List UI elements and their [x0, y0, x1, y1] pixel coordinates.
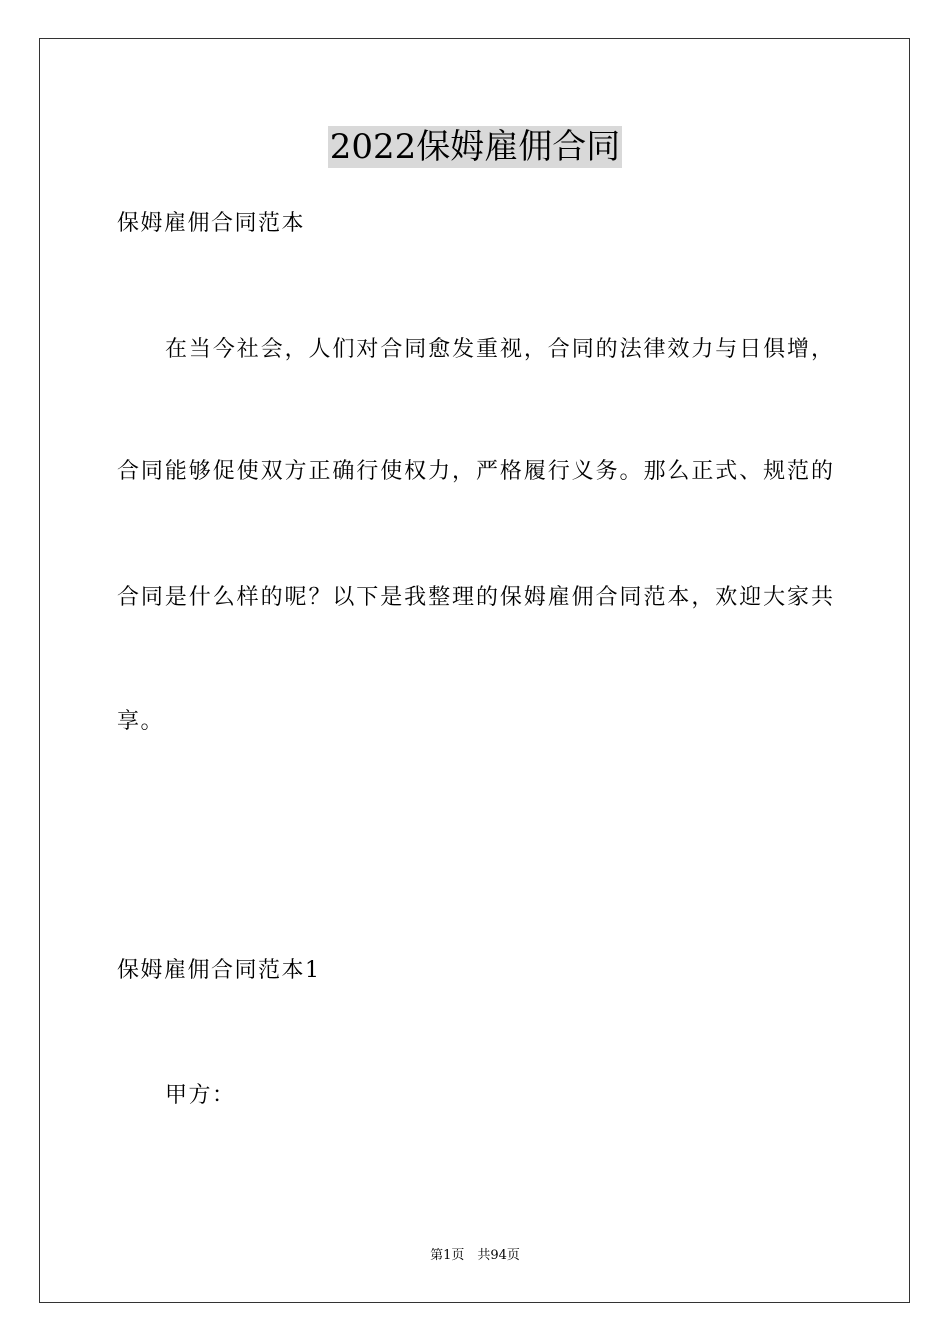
section-heading: 保姆雇佣合同范本1: [117, 958, 321, 983]
document-title: 2022保姆雇佣合同: [329, 127, 621, 167]
page-number-footer: 第1页 共94页: [430, 1248, 520, 1263]
intro-line-3: 合同是什么样的呢？以下是我整理的保姆雇佣合同范本，欢迎大家共: [117, 585, 833, 610]
party-a-label: 甲方：: [165, 1083, 236, 1108]
intro-line-1: 在当今社会，人们对合同愈发重视，合同的法律效力与日俱增，: [165, 337, 833, 362]
document-subtitle: 保姆雇佣合同范本: [117, 211, 306, 236]
intro-line-4: 享。: [117, 709, 165, 734]
title-container: [0, 126, 950, 168]
intro-line-2: 合同能够促使双方正确行使权力，严格履行义务。那么正式、规范的: [117, 459, 833, 484]
